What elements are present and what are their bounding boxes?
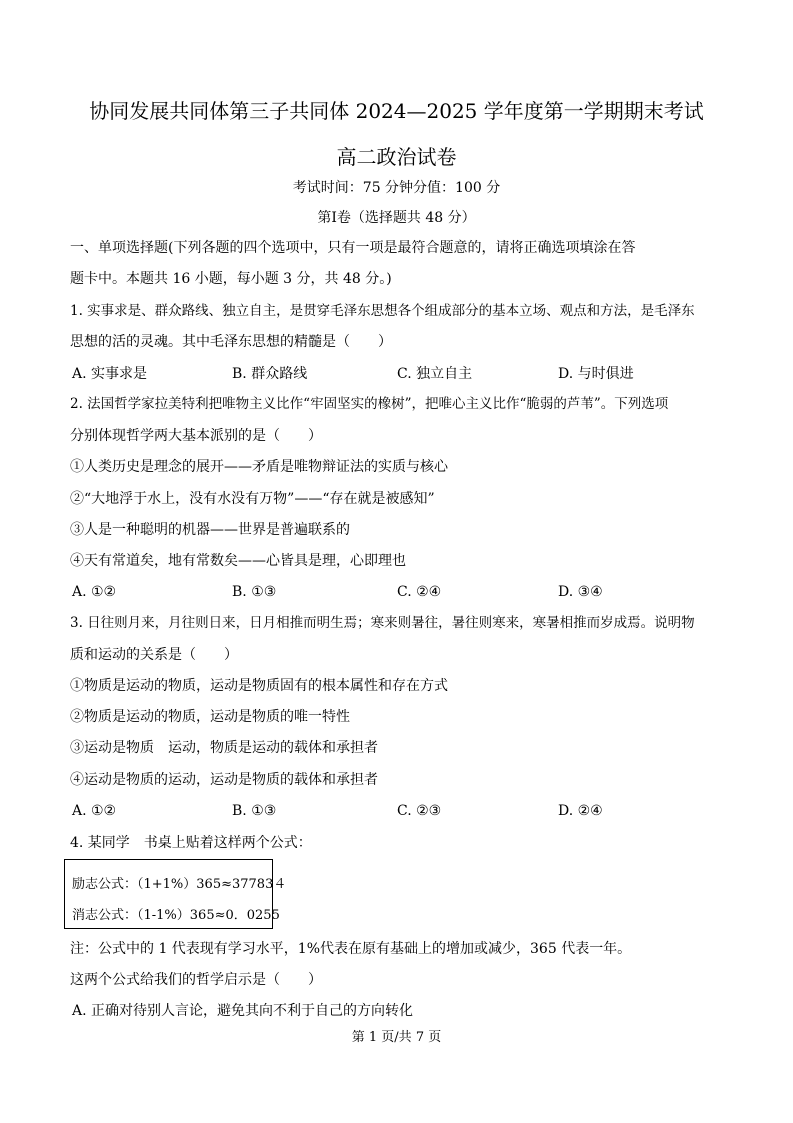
q3-stem-line-1: 3. 日往则月来，月往则日来，日月相推而明生焉；寒来则暑往，暑往则寒来，寒暑相推而岁成焉。说明物 bbox=[70, 615, 695, 631]
q3-item-3: ③运动是物质 运动，物质是运动的载体和承担者 bbox=[70, 740, 378, 756]
q1-option-c[interactable]: C. 独立自主 bbox=[397, 366, 473, 382]
q4-option-a[interactable]: A. 正确对待别人言论，避免其向不利于自己的方向转化 bbox=[72, 1003, 414, 1019]
q2-stem-line-2: 分别体现哲学两大基本派别的是（ ） bbox=[70, 428, 322, 444]
q1-stem-line-1: 1. 实事求是、群众路线、独立自主，是贯穿毛泽东思想各个组成部分的基本立场、观点和方法，是毛泽东 bbox=[70, 303, 695, 319]
q1-option-b[interactable]: B. 群众路线 bbox=[232, 366, 308, 382]
section-heading: 第Ⅰ卷（选择题共 48 分） bbox=[317, 210, 476, 226]
exam-subtitle: 高二政治试卷 bbox=[336, 145, 457, 169]
exam-meta: 考试时间：75 分钟分值：100 分 bbox=[292, 180, 501, 196]
q3-option-a[interactable]: A. ①② bbox=[72, 803, 117, 819]
q3-option-c[interactable]: C. ②③ bbox=[397, 803, 442, 819]
q2-item-3: ③人是一种聪明的机器——世界是普遍联系的 bbox=[70, 522, 350, 538]
q3-option-b[interactable]: B. ①③ bbox=[232, 803, 277, 819]
q2-item-4: ④天有常道矣，地有常数矣——心皆具是理，心即理也 bbox=[70, 553, 406, 569]
q1-stem-line-2: 思想的活的灵魂。其中毛泽东思想的精髓是（ ） bbox=[70, 334, 392, 350]
formula-box bbox=[64, 859, 287, 929]
q4-note: 注：公式中的 1 代表现有学习水平，1%代表在原有基础上的增加或减少，365 代表一年。 bbox=[70, 941, 632, 957]
instructions-line-2: 题卡中。本题共 16 小题，每小题 3 分，共 48 分。) bbox=[70, 271, 392, 287]
q4-stem-line-2: 这两个公式给我们的哲学启示是（ ） bbox=[70, 972, 322, 988]
q2-stem-line-1: 2. 法国哲学家拉美特利把唯物主义比作“牢固坚实的橡树”，把唯心主义比作“脆弱的芦苇”。下列选项 bbox=[70, 396, 669, 412]
q2-option-d[interactable]: D. ③④ bbox=[558, 584, 603, 600]
q3-option-d[interactable]: D. ②④ bbox=[558, 803, 603, 819]
q4-stem-line-1: 4. 某同学 书桌上贴着这样两个公式： bbox=[70, 835, 312, 851]
instructions-line-1: 一、单项选择题(下列各题的四个选项中，只有一项是最符合题意的，请将正确选项填涂在答 bbox=[70, 240, 636, 256]
q3-item-1: ①物质是运动的物质，运动是物质固有的根本属性和存在方式 bbox=[70, 678, 448, 694]
page-footer: 第 1 页/共 7 页 bbox=[351, 1030, 442, 1045]
q1-option-a[interactable]: A. 实事求是 bbox=[72, 366, 148, 382]
formula-motivation: 励志公式：（1+1%）365≈37783４ bbox=[72, 877, 287, 892]
q2-item-2: ②“大地浮于水上，没有水没有万物”——“存在就是被感知” bbox=[70, 491, 435, 507]
formula-discouragement: 消志公式：（1-1%）365≈0．0255 bbox=[72, 908, 280, 923]
q3-item-4: ④运动是物质的运动，运动是物质的载体和承担者 bbox=[70, 772, 378, 788]
q2-option-b[interactable]: B. ①③ bbox=[232, 584, 277, 600]
q3-stem-line-2: 质和运动的关系是（ ） bbox=[70, 647, 238, 663]
exam-title: 协同发展共同体第三子共同体 2024—2025 学年度第一学期期末考试 bbox=[89, 99, 704, 123]
q2-option-c[interactable]: C. ②④ bbox=[397, 584, 442, 600]
q2-item-1: ①人类历史是理念的展开——矛盾是唯物辩证法的实质与核心 bbox=[70, 459, 448, 475]
q1-option-d[interactable]: D. 与时俱进 bbox=[558, 366, 634, 382]
q2-option-a[interactable]: A. ①② bbox=[72, 584, 117, 600]
q3-item-2: ②物质是运动的物质，运动是物质的唯一特性 bbox=[70, 709, 350, 725]
